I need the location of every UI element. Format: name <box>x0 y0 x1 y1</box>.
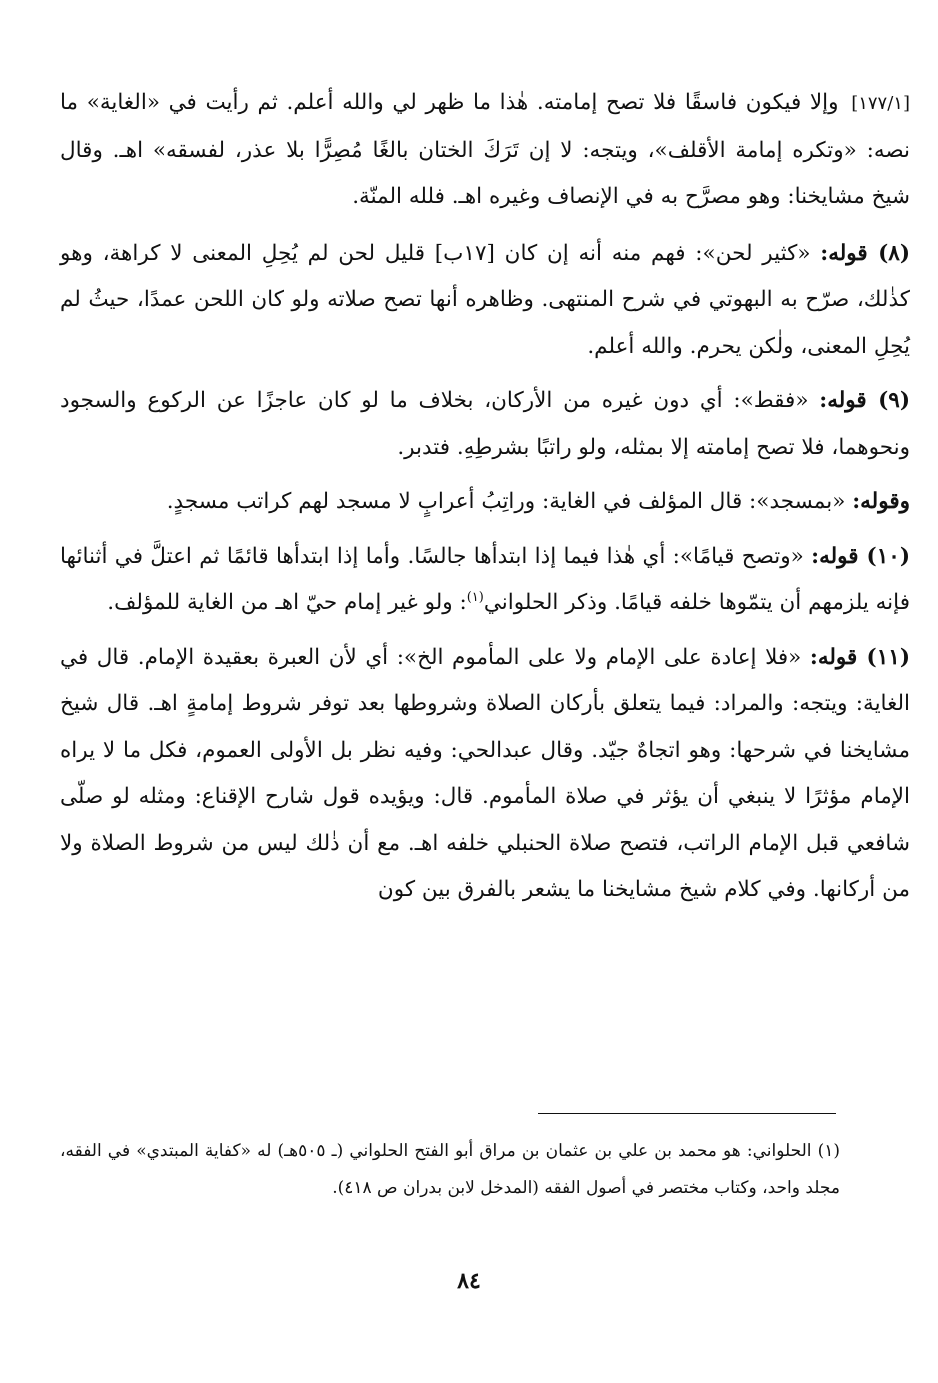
folio-marker: [١٧٧/١] <box>851 93 910 114</box>
note-label: (١٠) قوله: <box>811 543 911 569</box>
note-label: وقوله: <box>852 489 910 514</box>
footnote-reference[interactable]: (١) <box>466 589 484 605</box>
paragraph-1 <box>60 80 910 221</box>
paragraph-text: «بمسجد»: قال المؤلف في الغاية: وراتِبُ أعرابٍ لا مسجد لهم كراتب مسجدٍ. <box>166 489 846 514</box>
note-label: (١١) قوله: <box>809 644 911 670</box>
paragraph-text: «فلا إعادة على الإمام ولا على المأموم الخ»: أي لأن العبرة بعقيدة الإمام. قال في الغاية: ويتجه: والمراد: فيما يتعلق بأركان الصلاة وشروطها بعد توفر شروط إمامةٍ اهـ. قال شيخ مشايخنا في شرحها: وهو اتجاهٌ جيّد. وقال عبدالحي: وفيه نظر بل الأولى العموم، فكل ما لا يراه الإمام مؤثرًا لا ينبغي أن يؤثر في صلاة المأموم. قال: ويؤيده قول شارح الإقناع: ومثله لو صلّى شافعي قبل الإمام الراتب، فتصح صلاة الحنبلي خلفه اهـ. مع أن ذٰلك ليس من شروط الصلاة ولا من أركانها. وفي كلام شيخ مشايخنا ما يشعر بالفرق بين كون <box>60 644 910 902</box>
note-label: (٨) قوله: <box>820 240 910 266</box>
paragraph-5 <box>60 534 910 627</box>
paragraph-4 <box>60 479 910 526</box>
note-label: (٩) قوله: <box>819 388 910 413</box>
paragraph-2 <box>60 231 910 371</box>
page-number: ٨٤ <box>457 1268 481 1294</box>
paragraph-text: : ولو غير إمام حيّ اهـ من الغاية للمؤلف. <box>107 590 467 615</box>
paragraph-text: «فقط»: أي دون غيره من الأركان، بخلاف ما لو كان عاجزًا عن الركوع والسجود ونحوهما، فلا تصح إمامته إلا بمثله، ولو راتبًا بشرطِهِ. فتدبر. <box>60 388 910 460</box>
main-text <box>60 80 910 922</box>
paragraph-text: وإلا فيكون فاسقًا فلا تصح إمامته. هٰذا ما ظهر لي والله أعلم. ثم رأيت في «الغاية» ما نصه: «وتكره إمامة الأقلف»، ويتجه: لا إن تَرَكَ الختان بالغًا مُصِرًّا بلا عذر، لفسقه» اهـ. وقال شيخ مشايخنا: وهو مصرَّح به في الإنصاف وغيره اهـ. فلله المنّة. <box>60 90 910 209</box>
paragraph-text: «وتصح قيامًا»: أي هٰذا فيما إذا ابتدأها جالسًا. وأما إذا ابتدأها قائمًا ثم اعتلَّ في أثنائها فإنه يلزمهم أن يتمّوها خلفه قيامًا. وذكر الحلواني <box>60 543 910 615</box>
footnote <box>60 1133 840 1207</box>
paragraph-6 <box>60 635 910 914</box>
paragraph-3 <box>60 378 910 471</box>
paragraph-text: «كثير لحن»: فهم منه أنه إن كان [١٧ب] قليل لحن لم يُحِلِ المعنى لا كراهة، وهو كذٰلك، صرّح به البهوتي في شرح المنتهى. وظاهره أنها تصح صلاته ولو كان اللحن عمدًا، حيثُ لم يُحِلِ المعنى، ولٰكن يحرم. والله أعلم. <box>60 240 910 359</box>
footnote-text: (١) الحلواني: هو محمد بن علي بن عثمان بن مراق أبو الفتح الحلواني (ـ ٥٠٥هـ) له «كفاية المبتدي» في الفقه، مجلد واحد، وكتاب مختصر في أصول الفقه (المدخل لابن بدران ص ٤١٨). <box>60 1141 840 1198</box>
footnote-separator <box>538 1113 836 1114</box>
